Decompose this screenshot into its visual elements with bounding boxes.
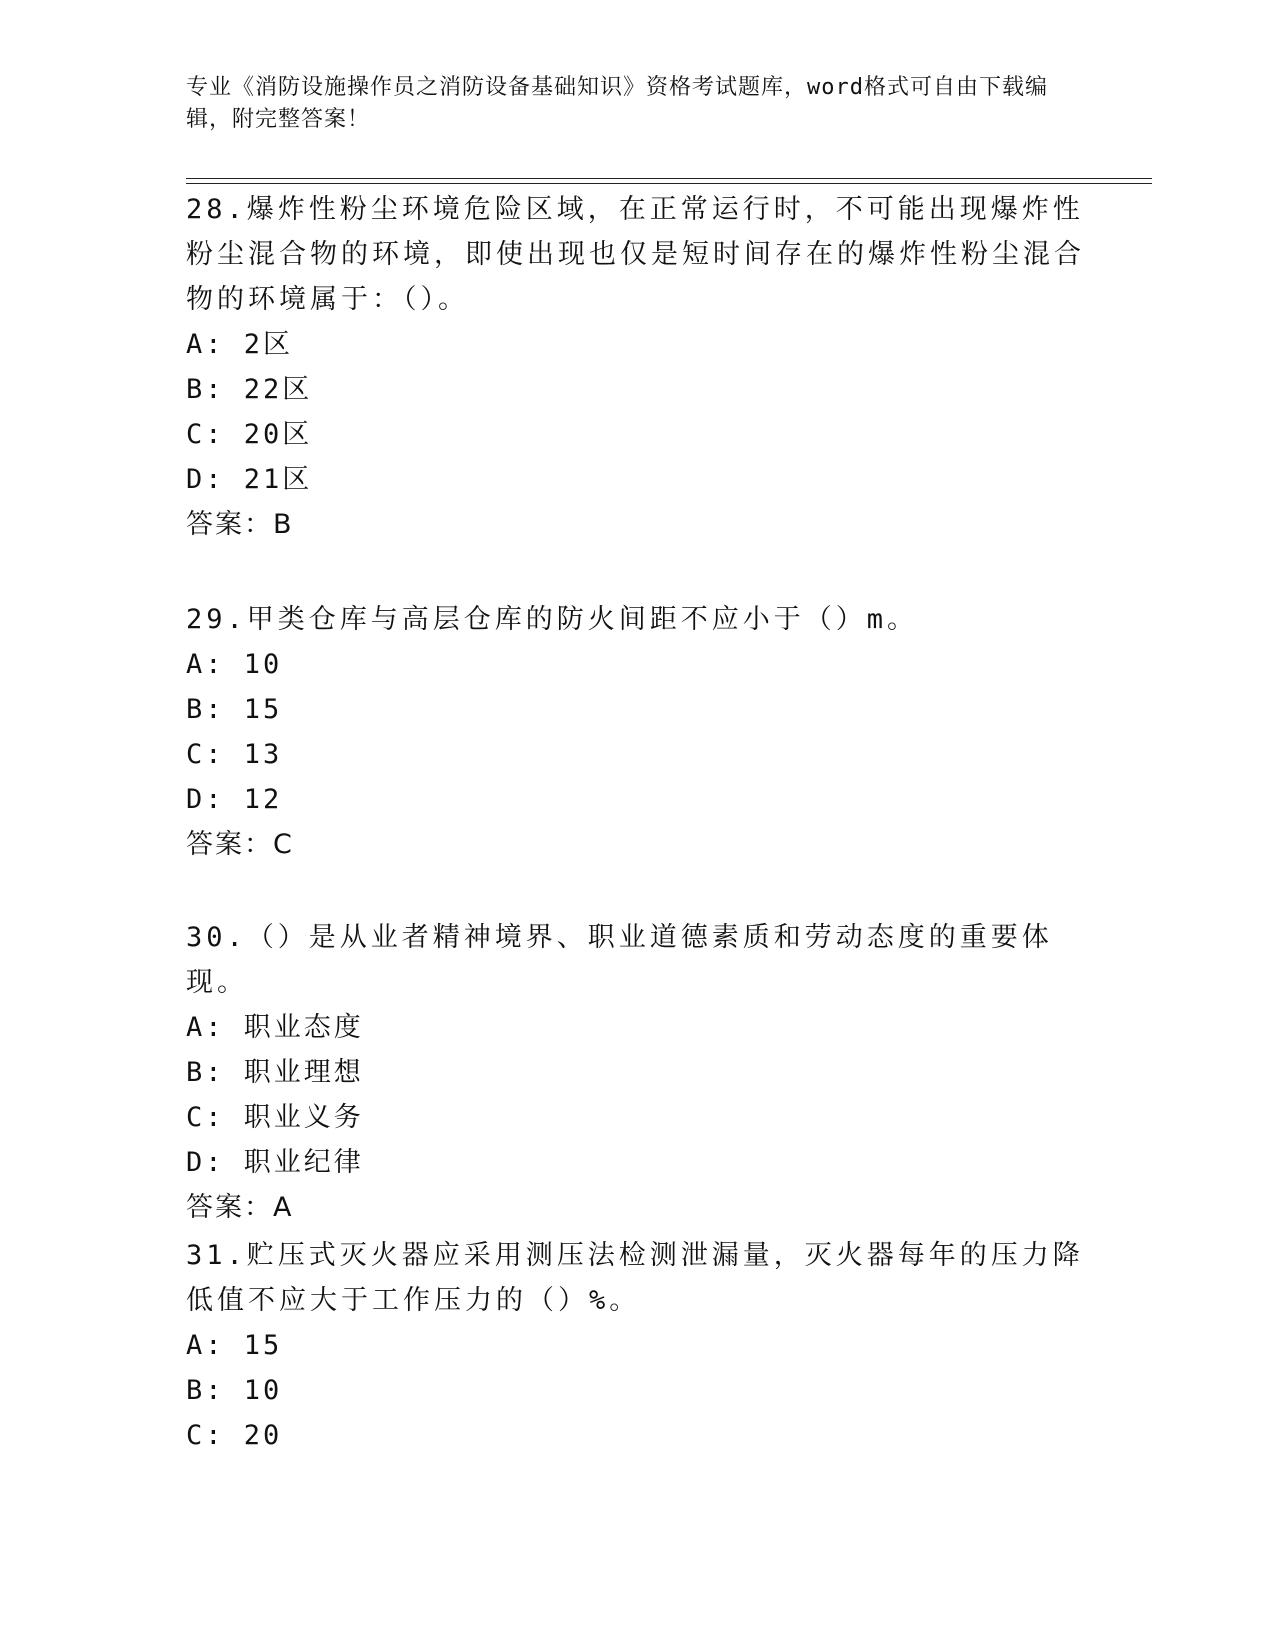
question-30 — [186, 915, 1086, 1230]
option-d: D: 职业纪律 — [186, 1147, 364, 1178]
option-a: A: 10 — [186, 649, 283, 680]
option-c: C: 职业义务 — [186, 1102, 364, 1133]
option-a: A: 2区 — [186, 329, 294, 360]
option-a: A: 职业态度 — [186, 1012, 364, 1043]
header-rule-bottom — [186, 183, 1152, 184]
option-b: B: 10 — [186, 1375, 283, 1406]
header-note: 专业《消防设施操作员之消防设备基础知识》资格考试题库，word格式可自由下载编辑，附完整答案！ — [186, 75, 1048, 132]
question-stem: 28.爆炸性粉尘环境危险区域，在正常运行时，不可能出现爆炸性粉尘混合物的环境，即使出现也仅是短时间存在的爆炸性粉尘混合物的环境属于：（）。 — [186, 194, 1085, 315]
option-c: C: 13 — [186, 739, 283, 770]
option-a: A: 15 — [186, 1330, 283, 1361]
option-b: B: 职业理想 — [186, 1057, 364, 1088]
option-b: B: 15 — [186, 694, 283, 725]
header-rule-top — [186, 178, 1152, 179]
answer: 答案：B — [186, 509, 294, 540]
answer: 答案：A — [186, 1192, 294, 1223]
question-stem: 30.（）是从业者精神境界、职业道德素质和劳动态度的重要体现。 — [186, 922, 1053, 998]
option-c: C: 20 — [186, 1420, 283, 1451]
option-d: D: 12 — [186, 784, 283, 815]
answer: 答案：C — [186, 829, 294, 860]
option-c: C: 20区 — [186, 419, 313, 450]
question-29 — [186, 597, 1086, 867]
option-d: D: 21区 — [186, 464, 313, 495]
question-28 — [186, 187, 1086, 547]
option-b: B: 22区 — [186, 374, 313, 405]
question-31 — [186, 1233, 1086, 1458]
question-stem: 31.贮压式灭火器应采用测压法检测泄漏量，灭火器每年的压力降低值不应大于工作压力的（）%。 — [186, 1240, 1084, 1316]
question-stem: 29.甲类仓库与高层仓库的防火间距不应小于（）m。 — [186, 604, 919, 635]
